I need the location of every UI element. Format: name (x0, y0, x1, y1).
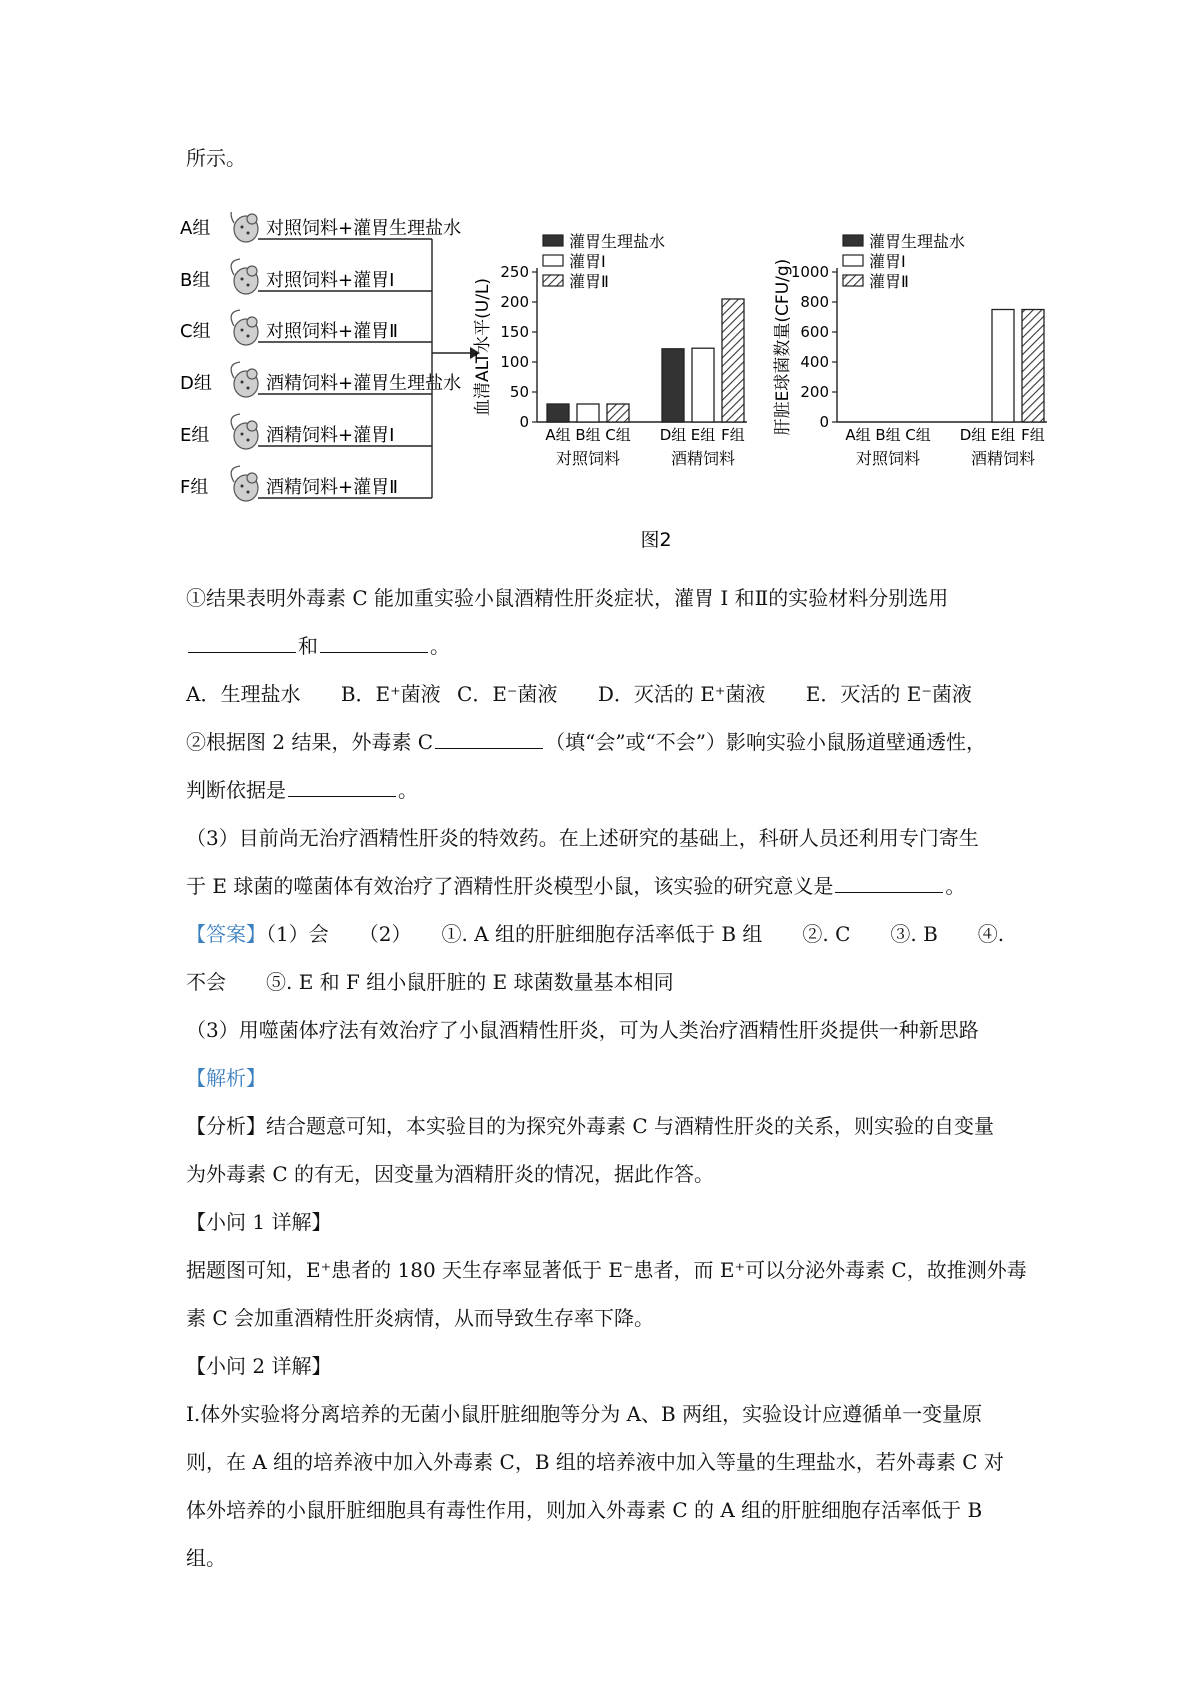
legend-label: 灌胃生理盐水 (869, 232, 966, 251)
q1-text-c: 。 (430, 634, 450, 658)
q2-line2 (186, 774, 418, 803)
bar (662, 349, 684, 422)
category-group-label: 对照饲料 (855, 449, 921, 468)
row-text: 对照饲料+灌胃Ⅱ (266, 321, 398, 342)
q2-line1 (186, 726, 986, 755)
answer-blank-3[interactable] (435, 730, 543, 749)
answer-blank-2[interactable] (320, 634, 428, 653)
mouse-row (180, 414, 394, 449)
mouse-icon (231, 362, 258, 397)
bar (1022, 310, 1044, 423)
x-tick-label: C组 (905, 426, 931, 444)
mouse-icon (231, 466, 258, 501)
legend-label: 灌胃Ⅰ (869, 252, 906, 271)
mouse-icon (231, 414, 258, 449)
row-text: 酒精饲料+灌胃Ⅱ (266, 477, 398, 498)
q1-line1 (186, 582, 948, 611)
experiment-figure (180, 212, 1140, 557)
bar (692, 348, 714, 422)
analysis-fenxi-1: 【分析】结合题意可知，本实验目的为探究外毒素 C 与酒精性肝炎的关系，则实验的自变量 (186, 1114, 995, 1138)
intro-text: 所示。 (186, 146, 246, 170)
x-tick-label: F组 (721, 426, 745, 444)
y-tick-label: 250 (500, 263, 529, 281)
answer-blank-1[interactable] (188, 634, 296, 653)
q3-line1: （3）目前尚无治疗酒精性肝炎的特效药。在上述研究的基础上，科研人员还利用专门寄生 (186, 826, 979, 850)
row-text: 对照饲料+灌胃Ⅰ (266, 270, 395, 291)
legend-label: 灌胃Ⅱ (869, 272, 909, 291)
legend-swatch (543, 255, 563, 266)
x-tick-label: A组 (545, 426, 571, 444)
q2-text-b: （填“会”或“不会”）影响实验小鼠肠道壁通透性， (545, 730, 987, 754)
x-tick-label: C组 (605, 426, 631, 444)
group-label: A组 (180, 218, 211, 239)
mouse-icon (231, 212, 258, 242)
x-tick-label: D组 (659, 426, 687, 444)
q3-text-b: 于 E 球菌的噬菌体有效治疗了酒精性肝炎模型小鼠，该实验的研究意义是 (186, 874, 834, 898)
y-tick-label: 1000 (790, 263, 829, 281)
option-d[interactable]: D．灭活的 E⁺菌液 (597, 682, 766, 706)
legend-swatch (543, 275, 563, 286)
q1-detail-heading: 【小问 1 详解】 (186, 1210, 332, 1234)
bar (547, 404, 569, 422)
q3-text-c: 。 (945, 874, 966, 898)
legend-label: 灌胃生理盐水 (569, 232, 666, 251)
category-group-label: 对照饲料 (555, 449, 621, 468)
q2-detail-heading: 【小问 2 详解】 (186, 1354, 332, 1378)
q1-detail-2: 素 C 会加重酒精性肝炎病情，从而导致生存率下降。 (186, 1306, 655, 1330)
legend-swatch (843, 235, 863, 246)
y-tick-label: 200 (500, 293, 529, 311)
option-a[interactable]: A．生理盐水 (186, 682, 301, 706)
answer-blank-5[interactable] (835, 874, 943, 893)
y-tick-label: 100 (500, 353, 529, 371)
x-tick-label: D组 (959, 426, 987, 444)
q3-line2 (186, 870, 965, 899)
q1-text-b: 和 (298, 634, 318, 658)
x-tick-label: F组 (1021, 426, 1045, 444)
row-text: 对照饲料+灌胃生理盐水 (266, 218, 462, 239)
y-axis-label: 肝脏E球菌数量(CFU/g) (773, 258, 793, 436)
bar (992, 310, 1014, 423)
y-tick-label: 150 (500, 323, 529, 341)
mouse-row (180, 212, 461, 242)
y-tick-label: 200 (800, 383, 829, 401)
x-tick-label: E组 (690, 426, 716, 444)
x-tick-label: A组 (845, 426, 871, 444)
analysis-fenxi-2: 为外毒素 C 的有无，因变量为酒精肝炎的情况，据此作答。 (186, 1162, 715, 1186)
mouse-icon (231, 259, 258, 294)
y-tick-label: 400 (800, 353, 829, 371)
y-tick-label: 0 (519, 413, 529, 431)
mouse-row (180, 310, 398, 345)
mouse-row (180, 362, 461, 397)
bar (607, 404, 629, 422)
chart-e-bacteria (773, 232, 1047, 468)
group-label: D组 (180, 373, 212, 394)
category-group-label: 酒精饲料 (970, 449, 1036, 468)
answer-line1 (186, 918, 1004, 947)
q2-text-a: ②根据图 2 结果，外毒素 C (186, 730, 434, 754)
option-b[interactable]: B．E⁺菌液 (340, 682, 441, 706)
option-e[interactable]: E．灭活的 E⁻菌液 (805, 682, 972, 706)
q1-text-a: ①结果表明外毒素 C 能加重实验小鼠酒精性肝炎症状，灌胃 I 和Ⅱ的实验材料分别选用 (186, 586, 949, 610)
figure-caption: 图2 (640, 529, 672, 551)
group-label: F组 (180, 477, 209, 498)
x-tick-label: B组 (575, 426, 601, 444)
answer-tag: 【答案】 (186, 922, 266, 946)
chart-alt-level (473, 232, 747, 468)
legend-swatch (843, 255, 863, 266)
option-c[interactable]: C．E⁻菌液 (457, 682, 558, 706)
y-tick-label: 0 (819, 413, 829, 431)
legend-swatch (543, 235, 563, 246)
mouse-rows (180, 212, 461, 501)
q1-line2 (186, 630, 450, 659)
q2-detail-1: I.体外实验将分离培养的无菌小鼠肝脏细胞等分为 A、B 两组，实验设计应遵循单一变量原 (186, 1402, 983, 1426)
x-tick-label: B组 (875, 426, 901, 444)
y-tick-label: 600 (800, 323, 829, 341)
row-text: 酒精饲料+灌胃Ⅰ (266, 425, 395, 446)
group-label: C组 (180, 321, 211, 342)
bar (722, 299, 744, 422)
analysis-tag: 【解析】 (186, 1066, 266, 1090)
group-label: E组 (180, 425, 210, 446)
y-axis-label: 血清ALT水平(U/L) (473, 277, 493, 417)
q1-options (186, 678, 1006, 707)
bar (577, 404, 599, 422)
mouse-icon (231, 310, 258, 345)
y-tick-label: 50 (509, 383, 529, 401)
category-group-label: 酒精饲料 (670, 449, 736, 468)
answer-line3: （3）用噬菌体疗法有效治疗了小鼠酒精性肝炎，可为人类治疗酒精性肝炎提供一种新思路 (186, 1018, 979, 1042)
mouse-row (180, 466, 398, 501)
answer-line2: 不会 ⑤. E 和 F 组小鼠肝脏的 E 球菌数量基本相同 (186, 970, 674, 994)
q2-detail-4: 组。 (186, 1546, 226, 1570)
experiment-figure-svg (180, 212, 1140, 557)
legend-swatch (843, 275, 863, 286)
q2-detail-2: 则，在 A 组的培养液中加入外毒素 C，B 组的培养液中加入等量的生理盐水，若外毒素 C 对 (186, 1450, 1004, 1474)
answer-text-1: （1）会 （2） ①. A 组的肝脏细胞存活率低于 B 组 ②. C ③. B ④. (266, 922, 1005, 946)
q1-detail-1: 据题图可知，E⁺患者的 180 天生存率显著低于 E⁻患者，而 E⁺可以分泌外毒素 C，故推测外毒 (186, 1258, 1027, 1282)
legend-label: 灌胃Ⅰ (569, 252, 606, 271)
mouse-row (180, 259, 394, 294)
q2-detail-3: 体外培养的小鼠肝脏细胞具有毒性作用，则加入外毒素 C 的 A 组的肝脏细胞存活率低于 B (186, 1498, 983, 1522)
q2-text-c: 判断依据是 (186, 778, 286, 802)
y-tick-label: 800 (800, 293, 829, 311)
x-tick-label: E组 (990, 426, 1016, 444)
q2-text-d: 。 (398, 778, 418, 802)
row-text: 酒精饲料+灌胃生理盐水 (266, 373, 462, 394)
answer-blank-4[interactable] (288, 778, 396, 797)
group-label: B组 (180, 270, 211, 291)
legend-label: 灌胃Ⅱ (569, 272, 609, 291)
